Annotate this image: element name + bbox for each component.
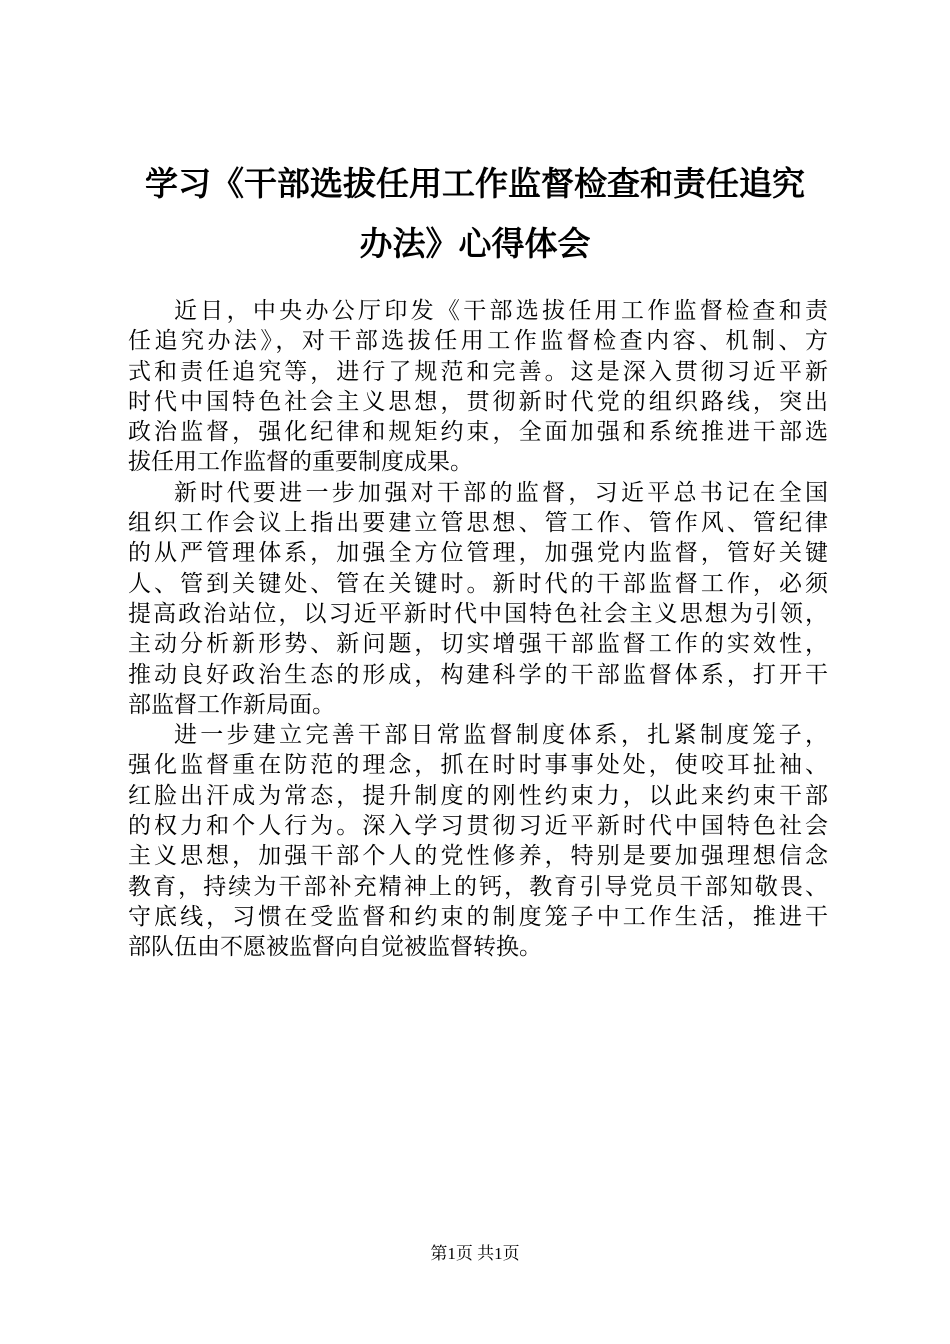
paragraph-line: 教育，持续为干部补充精神上的钙，教育引导党员干部知敬畏、	[128, 873, 828, 900]
paragraph-line: 时代中国特色社会主义思想，贯彻新时代党的组织路线，突出	[128, 388, 828, 415]
paragraph-1	[128, 296, 828, 478]
paragraph-line: 的从严管理体系，加强全方位管理，加强党内监督，管好关键	[128, 540, 828, 567]
paragraph-line: 主动分析新形势、新问题，切实增强干部监督工作的实效性，	[128, 631, 828, 658]
paragraph-line: 守底线，习惯在受监督和约束的制度笼子中工作生活，推进干	[128, 903, 828, 930]
paragraph-line: 强化监督重在防范的理念，抓在时时事事处处，使咬耳扯袖、	[128, 752, 828, 779]
document-body	[128, 296, 828, 963]
document-title-line-2: 办法》心得体会	[359, 224, 591, 263]
paragraph-line: 政治监督，强化纪律和规矩约束，全面加强和系统推进干部选	[128, 419, 828, 446]
paragraph-line: 推动良好政治生态的形成，构建科学的干部监督体系，打开干	[128, 661, 828, 688]
paragraph-line: 部队伍由不愿被监督向自觉被监督转换。	[128, 934, 542, 961]
paragraph-line: 任追究办法》，对干部选拔任用工作监督检查内容、机制、方	[128, 328, 828, 355]
document-title-line-1: 学习《干部选拔任用工作监督检查和责任追究	[145, 164, 805, 203]
paragraph-line: 拔任用工作监督的重要制度成果。	[128, 449, 473, 476]
paragraph-line: 进一步建立完善干部日常监督制度体系，扎紧制度笼子，	[174, 722, 828, 749]
paragraph-line: 提高政治站位，以习近平新时代中国特色社会主义思想为引领，	[128, 600, 828, 627]
paragraph-line: 部监督工作新局面。	[128, 691, 335, 718]
paragraph-line: 近日，中央办公厅印发《干部选拔任用工作监督检查和责	[174, 298, 828, 324]
paragraph-line: 的权力和个人行为。深入学习贯彻习近平新时代中国特色社会	[128, 813, 828, 840]
paragraph-line: 式和责任追究等，进行了规范和完善。这是深入贯彻习近平新	[128, 358, 828, 385]
paragraph-line: 人、管到关键处、管在关键时。新时代的干部监督工作，必须	[128, 570, 828, 597]
paragraph-line: 新时代要进一步加强对干部的监督，习近平总书记在全国	[174, 479, 828, 506]
paragraph-line: 红脸出汗成为常态，提升制度的刚性约束力，以此来约束干部	[128, 782, 828, 809]
paragraph-line: 主义思想，加强干部个人的党性修养，特别是要加强理想信念	[128, 843, 828, 870]
paragraph-3	[128, 720, 828, 962]
page-footer: 第1页 共1页	[430, 1244, 520, 1263]
paragraph-2	[128, 478, 828, 720]
paragraph-line: 组织工作会议上指出要建立管思想、管工作、管作风、管纪律	[128, 510, 828, 537]
